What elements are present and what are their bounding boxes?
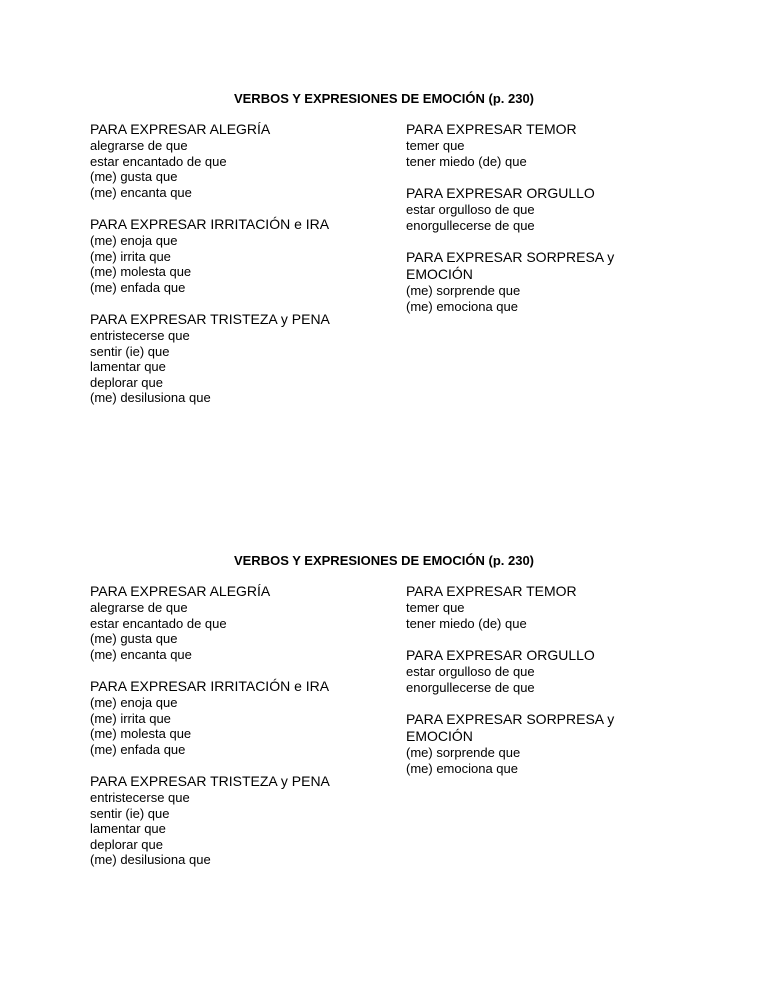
expression-item: enorgullecerse de que — [406, 679, 535, 695]
emotion-group-sorpresa — [406, 249, 636, 314]
expression-item: (me) desilusiona que — [90, 852, 211, 867]
emotion-group-sorpresa — [406, 711, 636, 776]
group-heading: PARA EXPRESAR TRISTEZA y PENA — [90, 773, 330, 789]
emotion-group-irritacion — [90, 678, 390, 757]
expression-item: (me) irrita que — [90, 710, 171, 726]
expression-item: alegrarse de que — [90, 138, 188, 153]
expression-item: (me) molesta que — [90, 726, 192, 741]
emotion-group-tristeza — [90, 311, 390, 406]
expression-item: deplorar que — [90, 374, 163, 390]
group-heading: PARA EXPRESAR SORPRESA y EMOCIÓN — [406, 711, 615, 744]
expression-item: sentir (ie) que — [90, 805, 170, 821]
expression-item: temer que — [406, 138, 465, 153]
group-heading: PARA EXPRESAR ORGULLO — [406, 185, 595, 201]
expression-item: tener miedo (de) que — [406, 615, 527, 631]
expression-item: lamentar que — [90, 359, 166, 374]
group-heading: PARA EXPRESAR TEMOR — [406, 121, 577, 137]
expression-item: (me) gusta que — [90, 169, 178, 184]
expression-item: estar orgulloso de que — [406, 664, 535, 679]
expression-item: (me) sorprende que — [406, 745, 521, 760]
emotion-group-temor — [406, 583, 636, 631]
emotion-group-alegria — [90, 121, 390, 200]
group-heading: PARA EXPRESAR TEMOR — [406, 583, 577, 599]
group-heading: PARA EXPRESAR ALEGRÍA — [90, 121, 271, 137]
expression-item: (me) irrita que — [90, 248, 171, 264]
expression-item: estar encantado de que — [90, 615, 227, 631]
group-heading: PARA EXPRESAR SORPRESA y EMOCIÓN — [406, 249, 615, 282]
expression-item: deplorar que — [90, 836, 163, 852]
handout-section — [0, 0, 768, 440]
expression-item: (me) emociona que — [406, 298, 518, 314]
right-column — [406, 121, 636, 330]
group-heading: PARA EXPRESAR TRISTEZA y PENA — [90, 311, 330, 327]
right-column — [406, 583, 636, 792]
group-heading: PARA EXPRESAR IRRITACIÓN e IRA — [90, 216, 330, 232]
expression-item: alegrarse de que — [90, 600, 188, 615]
expression-item: (me) sorprende que — [406, 283, 521, 298]
emotion-group-irritacion — [90, 216, 390, 295]
expression-item: sentir (ie) que — [90, 343, 170, 359]
section-title: VERBOS Y EXPRESIONES DE EMOCIÓN (p. 230) — [233, 91, 535, 106]
expression-item: enorgullecerse de que — [406, 217, 535, 233]
expression-item: entristecerse que — [90, 790, 190, 805]
expression-item: (me) enfada que — [90, 279, 186, 295]
expression-item: (me) gusta que — [90, 631, 178, 646]
expression-item: (me) enoja que — [90, 233, 178, 248]
expression-item: temer que — [406, 600, 465, 615]
emotion-group-orgullo — [406, 185, 636, 233]
emotion-group-alegria — [90, 583, 390, 662]
expression-item: (me) enoja que — [90, 695, 178, 710]
expression-item: (me) desilusiona que — [90, 390, 211, 405]
expression-item: (me) encanta que — [90, 646, 192, 662]
expression-item: (me) encanta que — [90, 184, 192, 200]
left-column — [90, 583, 390, 884]
emotion-group-temor — [406, 121, 636, 169]
expression-item: (me) enfada que — [90, 741, 186, 757]
emotion-group-orgullo — [406, 647, 636, 695]
group-heading: PARA EXPRESAR ALEGRÍA — [90, 583, 271, 599]
emotion-group-tristeza — [90, 773, 390, 868]
handout-section — [0, 462, 768, 902]
expression-item: estar encantado de que — [90, 153, 227, 169]
expression-item: tener miedo (de) que — [406, 153, 527, 169]
expression-item: (me) emociona que — [406, 760, 518, 776]
expression-item: lamentar que — [90, 821, 166, 836]
expression-item: (me) molesta que — [90, 264, 192, 279]
expression-item: entristecerse que — [90, 328, 190, 343]
section-title: VERBOS Y EXPRESIONES DE EMOCIÓN (p. 230) — [233, 553, 535, 568]
left-column — [90, 121, 390, 422]
expression-item: estar orgulloso de que — [406, 202, 535, 217]
group-heading: PARA EXPRESAR ORGULLO — [406, 647, 595, 663]
group-heading: PARA EXPRESAR IRRITACIÓN e IRA — [90, 678, 330, 694]
